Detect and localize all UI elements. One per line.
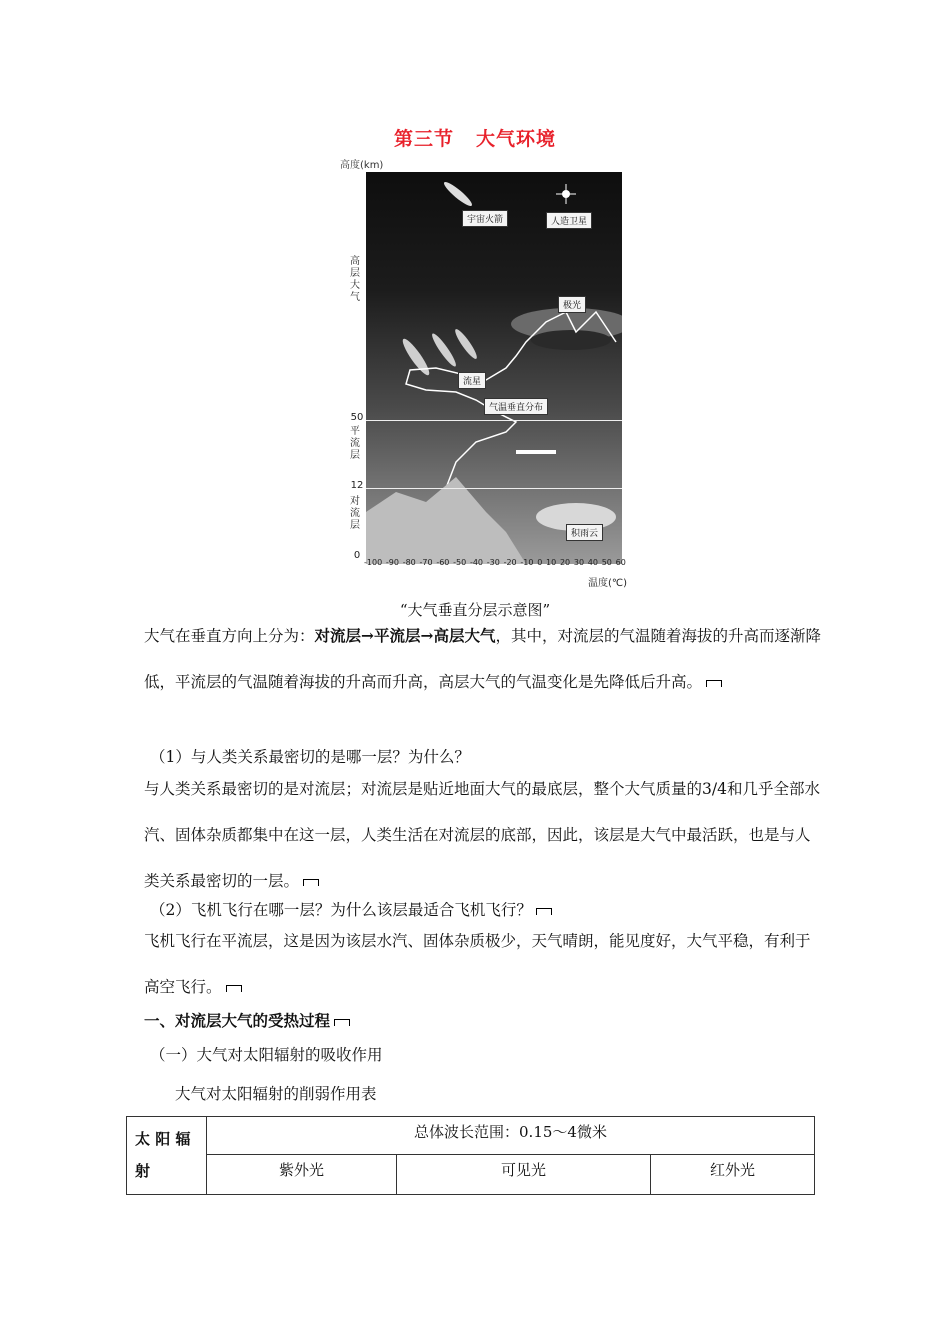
intro-post: ，其中，对流层的气温随着海拔的升高而逐渐降低，平流层的气温随着海拔的升高而升高，高层大气的气温变化是先降低后升高。 — [144, 627, 822, 691]
paragraph-mark-icon — [303, 879, 319, 886]
tag-aurora: 极光 — [558, 296, 586, 313]
tag-meteor: 流星 — [458, 372, 486, 389]
atmosphere-photo — [366, 172, 622, 564]
x-tick: -10 — [520, 558, 534, 567]
x-tick: -50 — [453, 558, 467, 567]
figure-caption: “大气垂直分层示意图” — [399, 601, 551, 619]
intro-bold: 对流层→平流层→高层大气 — [314, 626, 496, 645]
answer-2-text: 飞机飞行在平流层，这是因为该层水汽、固体杂质极少，天气晴朗，能见度好，大气平稳，有利于高空飞行。 — [144, 932, 811, 996]
x-tick: 30 — [573, 558, 585, 567]
meteor-icon — [399, 336, 432, 378]
x-tick: -40 — [469, 558, 484, 567]
page-title — [0, 124, 950, 151]
layer-label-high-text: 高层大气 — [350, 256, 360, 303]
x-axis-ticks — [364, 558, 626, 567]
x-tick: -60 — [436, 558, 450, 567]
col-visible: 可见光 — [397, 1155, 651, 1194]
x-tick: 20 — [559, 558, 571, 567]
col-uv: 紫外光 — [207, 1155, 397, 1194]
atmosphere-illustration — [366, 172, 622, 564]
paragraph-mark-icon — [334, 1019, 350, 1026]
paragraph-mark-icon — [536, 908, 552, 915]
tag-temp-curve: 气温垂直分布 — [484, 398, 548, 415]
title-part2: 大气环境 — [476, 128, 557, 150]
figure-y-label: 高度(km) — [340, 160, 384, 171]
radiation-table — [126, 1116, 815, 1195]
intro-pre: 大气在垂直方向上分为： — [144, 627, 315, 645]
x-tick: 0 — [537, 558, 543, 567]
tag-cloud: 积雨云 — [566, 524, 603, 541]
x-tick: 50 — [601, 558, 612, 567]
stratopause-line — [366, 420, 622, 421]
table-title: 大气对太阳辐射的削弱作用表 — [175, 1085, 377, 1103]
x-axis — [364, 558, 626, 567]
layer-label-trop-text: 对流层 — [350, 496, 360, 531]
tag-satellite: 人造卫星 — [546, 212, 592, 229]
layer-label-strat — [346, 426, 364, 462]
col-ir: 红外光 — [709, 1161, 755, 1179]
x-tick: -70 — [419, 558, 433, 567]
intro-paragraph — [144, 613, 824, 705]
x-tick: -100 — [364, 558, 383, 567]
answer-2 — [144, 918, 824, 1010]
answer-1 — [144, 766, 824, 904]
title-part1: 第三节 — [393, 128, 454, 150]
layer-label-trop — [346, 496, 364, 532]
tropopause-line — [366, 488, 622, 489]
section-heading-1-text: 一、对流层大气的受热过程 — [144, 1011, 331, 1030]
x-tick: -90 — [385, 558, 399, 567]
x-tick: 10 — [546, 558, 557, 567]
x-tick: -30 — [486, 558, 500, 567]
x-axis-label: 温度(℃) — [588, 578, 628, 589]
subheading-1: （一）大气对太阳辐射的吸收作用 — [150, 1046, 383, 1064]
paragraph-mark-icon — [226, 985, 242, 992]
layer-label-strat-text: 平流层 — [350, 426, 360, 461]
airplane-icon — [516, 450, 556, 454]
row-header: 太 阳 辐 射 — [127, 1117, 207, 1194]
paragraph-mark-icon — [706, 680, 722, 687]
rocket-icon — [442, 179, 475, 208]
mountains-icon — [366, 477, 526, 564]
x-tick: -20 — [503, 558, 517, 567]
height-50: 50 — [350, 412, 364, 423]
height-12: 12 — [350, 480, 364, 491]
question-1: （1）与人类关系最密切的是哪一层？为什么？ — [150, 748, 470, 766]
x-tick: -80 — [402, 558, 416, 567]
layer-label-high — [346, 256, 364, 304]
tag-rocket: 宇宙火箭 — [462, 210, 508, 227]
height-0: 0 — [353, 550, 361, 561]
x-tick: 60 — [615, 558, 626, 567]
span-header: 总体波长范围：0.15～4微米 — [207, 1117, 814, 1155]
answer-1-text: 与人类关系最密切的是对流层；对流层是贴近地面大气的最底层，整个大气质量的3/4和几乎全部水汽、固体杂质都集中在这一层，人类生活在对流层的底部，因此，该层是大气中最活跃，也是与人类关系最密切的一层。 — [144, 780, 820, 890]
question-2-text: （2）飞机飞行在哪一层？为什么该层最适合飞机飞行？ — [150, 901, 532, 919]
x-tick: 40 — [587, 558, 598, 567]
atmosphere-layers-figure — [336, 152, 636, 592]
